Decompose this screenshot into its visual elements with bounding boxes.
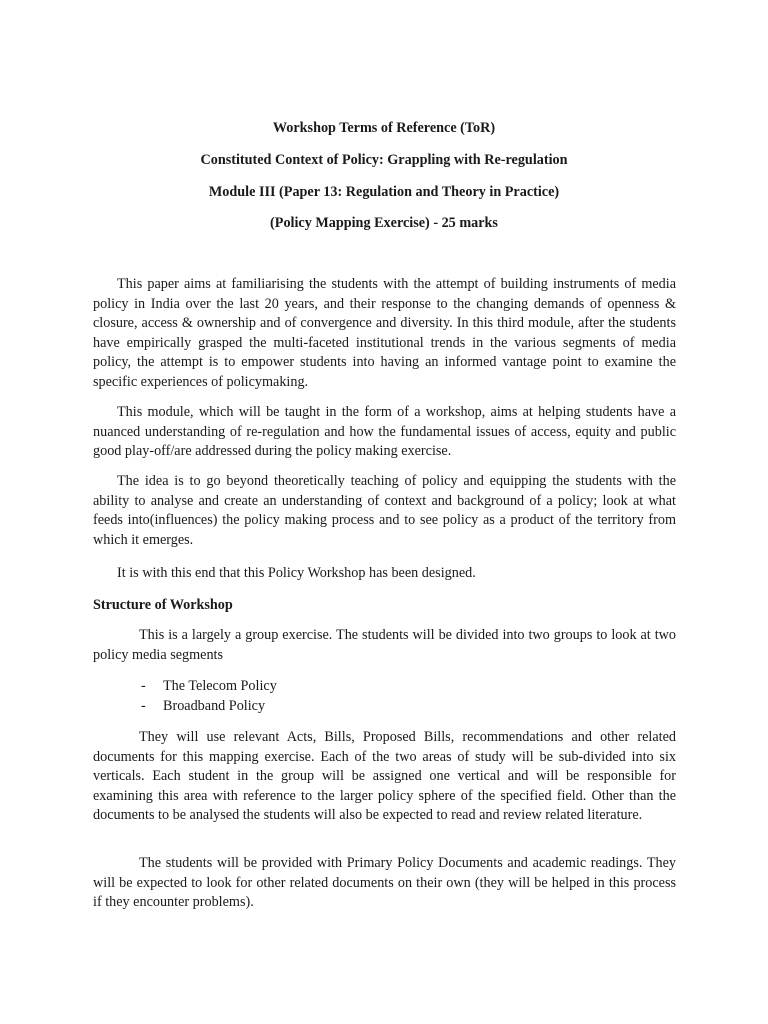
module-title: Module III (Paper 13: Regulation and Theory in Practice) bbox=[208, 184, 560, 200]
list-bullet: - bbox=[141, 678, 146, 694]
document-title: Workshop Terms of Reference (ToR) bbox=[272, 120, 496, 136]
idea-paragraph: The idea is to go beyond theoretically teaching of policy and equipping the students with the ability to analyse and create an understanding of context and background of a policy; look at what feeds into(influences) the policy making process and to see policy as a product of the territory from which it emerges. bbox=[93, 473, 676, 548]
list-bullet: - bbox=[141, 697, 146, 714]
readings-paragraph: The students will be provided with Primary Policy Documents and academic readings. They will be expected to look for other related documents on their own (they will be helped in this process if they encounter problems). bbox=[93, 855, 676, 910]
document-subtitle: Constituted Context of Policy: Grappling with Re-regulation bbox=[200, 152, 568, 168]
intro-paragraph: This paper aims at familiarising the students with the attempt of building instruments of media policy in India over the last 20 years, and their response to the changing demands of openness & closure, access & ownership and of convergence and diversity. In this third module, after the students have empirically grasped the multi-faceted institutional trends in the various segments of media policy, the attempt is to empower students into having an informed vantage point to examine the specific experiences of policymaking. bbox=[93, 276, 676, 390]
workshop-paragraph: This module, which will be taught in the form of a workshop, aims at helping students have a nuanced understanding of re-regulation and how the fundamental issues of access, equity and public good play-off/are addressed during the policy making exercise. bbox=[93, 404, 676, 459]
policy-list bbox=[141, 677, 277, 716]
purpose-paragraph: It is with this end that this Policy Workshop has been designed. bbox=[117, 565, 476, 581]
list-item-text: Broadband Policy bbox=[163, 697, 266, 714]
list-item bbox=[141, 677, 277, 697]
list-item-text: The Telecom Policy bbox=[163, 678, 277, 694]
section-heading: Structure of Workshop bbox=[93, 597, 233, 613]
group-exercise-paragraph: This is a largely a group exercise. The students will be divided into two groups to look at two policy media segments bbox=[93, 627, 676, 663]
documents-paragraph: They will use relevant Acts, Bills, Proposed Bills, recommendations and other related documents for this mapping exercise. Each of the two areas of study will be sub-divided into six verticals. Each student in the group will be assigned one vertical and will be responsible for examining this area with reference to the larger policy sphere of the specified field. Other than the documents to be analysed the students will also be expected to read and review related literature. bbox=[93, 729, 676, 823]
exercise-title: (Policy Mapping Exercise) - 25 marks bbox=[270, 215, 498, 231]
list-item bbox=[141, 697, 277, 717]
